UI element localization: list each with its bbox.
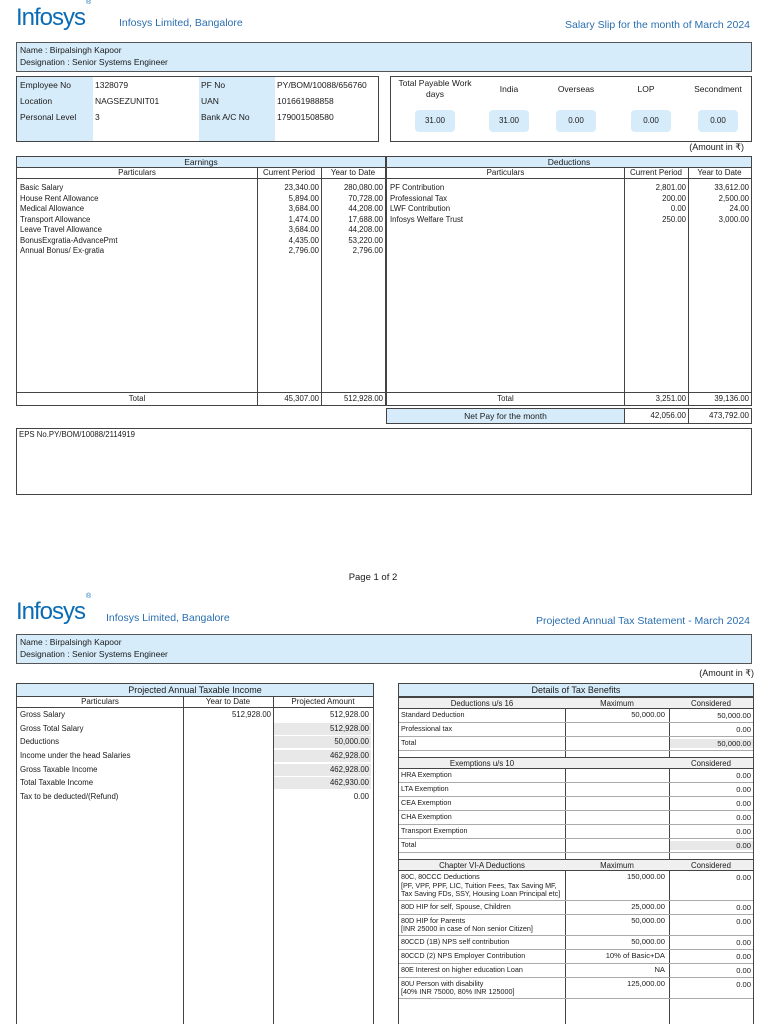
earnings-row-current: 4,435.00	[288, 235, 319, 245]
sec16-row-maximum: 50,000.00	[631, 710, 665, 719]
income-row-projected: 512,928.00	[329, 710, 369, 719]
earnings-row-ytd: 17,688.00	[348, 214, 383, 224]
income-row	[17, 763, 373, 777]
earnings-row-name: Basic Salary	[20, 183, 64, 192]
via-row	[399, 871, 753, 901]
employee-no-label: Employee No	[20, 80, 72, 90]
earnings-row-ytd: 53,220.00	[348, 235, 383, 245]
amount-note: (Amount in ₹)	[689, 142, 744, 152]
earnings-row-name: Leave Travel Allowance	[20, 225, 102, 234]
eps-number: EPS No.PY/BOM/10088/2114919	[19, 430, 136, 439]
employee-name-block	[16, 42, 752, 72]
sec16-row-name: Standard Deduction	[401, 710, 465, 719]
amount-note-page2: (Amount in ₹)	[699, 668, 754, 678]
deductions-row-name: PF Contribution	[390, 183, 445, 192]
earnings-row	[17, 194, 385, 205]
earnings-col-particulars: Particulars	[17, 168, 257, 179]
sec10-row	[399, 797, 753, 811]
total-days-value: 31.00	[415, 110, 455, 132]
sec16-row-considered: 50,000.00	[670, 739, 753, 748]
employee-info-box	[16, 76, 379, 142]
location-value: NAGSEZUNIT01	[95, 96, 160, 106]
via-row-considered: 0.00	[736, 937, 751, 947]
sec16-row-name: Professional tax	[401, 724, 453, 733]
sec10-col-considered: Considered	[691, 759, 731, 768]
earnings-total-ytd: 512,928.00	[343, 394, 383, 403]
sec10-row	[399, 769, 753, 783]
earnings-row-current: 3,684.00	[288, 204, 319, 213]
sec10-row-considered: 0.00	[736, 813, 751, 822]
earnings-row	[17, 204, 385, 215]
deductions-row-name: LWF Contribution	[390, 204, 451, 213]
deductions-row-ytd: 2,500.00	[718, 193, 749, 203]
sec10-row-considered: 0.00	[736, 799, 751, 808]
income-row-ytd	[183, 722, 271, 736]
deductions-col-current: Current Period	[624, 168, 688, 179]
sec10-row	[399, 839, 753, 853]
sec16-row-name: Total	[401, 738, 417, 747]
via-row-maximum: 150,000.00	[626, 872, 665, 881]
deductions-row	[387, 194, 751, 205]
tax-statement-title: Projected Annual Tax Statement - March 2024	[535, 615, 750, 627]
india-label: India	[499, 84, 519, 94]
deductions-row-ytd: 24.00	[729, 204, 749, 213]
via-row-name: 80E Interest on higher education Loan	[401, 964, 523, 974]
via-row-considered: 0.00	[736, 951, 751, 961]
income-row-projected: 462,928.00	[274, 764, 371, 776]
employee-name: Name : Birpalsingh Kapoor	[20, 45, 122, 55]
income-row-name: Gross Taxable Income	[20, 764, 98, 774]
salary-slip-title: Salary Slip for the month of March 2024	[564, 19, 750, 31]
lop-days-value: 0.00	[631, 110, 671, 132]
via-row-considered: 0.00	[736, 916, 751, 926]
employee-designation: Designation : Senior Systems Engineer	[20, 57, 168, 67]
via-row-maximum: 50,000.00	[631, 936, 665, 946]
uan-value: 101661988858	[277, 96, 334, 106]
deductions-total-current: 3,251.00	[655, 394, 686, 403]
bank-account-value: 179001508580	[277, 112, 334, 122]
earnings-row	[17, 225, 385, 236]
earnings-title: Earnings	[17, 157, 385, 168]
deductions-row	[387, 215, 751, 226]
via-row-considered: 0.00	[736, 965, 751, 975]
net-pay-ytd: 473,792.00	[708, 411, 749, 420]
via-col-considered: Considered	[691, 861, 731, 870]
deductions-row-current: 0.00	[670, 204, 686, 213]
via-title: Chapter VI-A Deductions	[439, 861, 525, 870]
earnings-row-ytd: 280,080.00	[343, 183, 383, 192]
total-payable-days-label: Total Payable Work days	[398, 78, 472, 99]
deductions-row-current: 2,801.00	[655, 183, 686, 192]
tax-benefits-table	[398, 683, 754, 1024]
projected-income-title: Projected Annual Taxable Income	[17, 684, 373, 697]
via-col-maximum: Maximum	[600, 861, 634, 870]
income-row-name: Deductions	[20, 737, 60, 747]
earnings-row-ytd: 44,208.00	[348, 204, 383, 213]
income-row-ytd: 512,928.00	[231, 710, 271, 719]
income-row-projected: 462,930.00	[274, 777, 371, 789]
deductions-row-ytd: 3,000.00	[718, 214, 749, 224]
infosys-logo-page2: Infosys®	[16, 593, 91, 625]
via-row-maximum: NA	[654, 964, 665, 974]
earnings-row-ytd: 2,796.00	[352, 246, 383, 255]
income-row	[17, 708, 373, 722]
company-name: Infosys Limited, Bangalore	[119, 17, 243, 29]
sec16-row	[399, 737, 753, 751]
earnings-col-current: Current Period	[257, 168, 321, 179]
personal-level-value: 3	[95, 112, 100, 122]
net-pay-label: Net Pay for the month	[387, 409, 624, 423]
via-row	[399, 936, 753, 950]
earnings-row-current: 23,340.00	[284, 183, 319, 192]
income-row-projected: 50,000.00	[274, 736, 371, 748]
sec16-row	[399, 709, 753, 723]
deductions-title: Deductions	[387, 157, 751, 168]
income-row-ytd	[183, 735, 271, 749]
earnings-row-name: Transport Allowance	[20, 214, 91, 224]
company-name-page2: Infosys Limited, Bangalore	[106, 612, 230, 624]
via-row	[399, 978, 753, 999]
sec10-row-considered: 0.00	[736, 827, 751, 836]
income-row-projected: 462,928.00	[274, 750, 371, 762]
via-row-maximum: 10% of Basic+DA	[605, 950, 665, 960]
via-row	[399, 964, 753, 978]
pf-no-label: PF No	[201, 80, 226, 90]
sec10-row	[399, 825, 753, 839]
sec10-row-name: Transport Exemption	[401, 826, 468, 835]
deductions-row-current: 250.00	[662, 214, 686, 224]
sec10-row-considered: 0.00	[670, 841, 753, 850]
income-col-projected: Projected Amount	[273, 697, 373, 708]
uan-label: UAN	[201, 96, 219, 106]
income-row-ytd	[183, 790, 271, 804]
earnings-row-name: Medical Allowance	[20, 204, 85, 213]
deductions-total-label: Total	[497, 394, 514, 403]
income-row-name: Total Taxable Income	[20, 778, 94, 788]
earnings-row-current: 5,894.00	[288, 193, 319, 203]
via-row-name: 80D HIP for Parents [INR 25000 in case of Non senior Citizen]	[401, 915, 533, 933]
via-row-name: 80C, 80CCC Deductions [PF, VPF, PPF, LIC, Tuition Fees, Tax Saving MF, Tax Saving FDs, SSY, Housing Loan Principal etc]	[401, 872, 561, 898]
employee-no-value: 1328079	[95, 80, 129, 90]
income-row-name: Gross Salary	[20, 710, 66, 719]
via-row-considered: 0.00	[736, 902, 751, 912]
income-row-name: Gross Total Salary	[20, 723, 84, 733]
sec16-header	[399, 697, 753, 709]
income-row-ytd	[183, 749, 271, 763]
via-row-name: 80U Person with disability [40% INR 75000, 80% INR 125000]	[401, 978, 515, 996]
sec10-row-name: HRA Exemption	[401, 770, 452, 779]
secondment-days-value: 0.00	[698, 110, 738, 132]
income-row-ytd	[183, 776, 271, 790]
income-row	[17, 790, 373, 804]
via-row-maximum: 25,000.00	[631, 901, 665, 911]
income-row	[17, 735, 373, 749]
sec10-row	[399, 783, 753, 797]
employee-name-page2: Name : Birpalsingh Kapoor	[20, 637, 122, 647]
employee-name-block-page2	[16, 634, 752, 664]
work-days-box	[390, 76, 752, 142]
income-row-projected: 512,928.00	[274, 723, 371, 735]
infosys-logo: Infosys®	[16, 0, 91, 31]
india-days-value: 31.00	[489, 110, 529, 132]
sec16-col-considered: Considered	[691, 699, 731, 708]
via-row	[399, 901, 753, 915]
sec10-row-considered: 0.00	[736, 785, 751, 794]
deductions-row	[387, 204, 751, 215]
via-row	[399, 950, 753, 964]
deductions-row-ytd: 33,612.00	[714, 183, 749, 192]
earnings-row-ytd: 44,208.00	[348, 225, 383, 234]
deductions-row	[387, 183, 751, 194]
income-row	[17, 749, 373, 763]
deductions-col-particulars: Particulars	[387, 168, 624, 179]
bank-account-label: Bank A/C No	[201, 112, 250, 122]
tax-benefits-title: Details of Tax Benefits	[399, 684, 753, 697]
earnings-row	[17, 183, 385, 194]
page-number: Page 1 of 2	[348, 572, 398, 583]
via-row-considered: 0.00	[736, 979, 751, 989]
lop-label: LOP	[637, 84, 655, 94]
earnings-row	[17, 236, 385, 247]
sec10-row-name: CHA Exemption	[401, 812, 452, 821]
sec16-row-considered: 0.00	[736, 725, 751, 734]
earnings-row	[17, 215, 385, 226]
sec10-row-name: Total	[401, 840, 417, 849]
earnings-total-current: 45,307.00	[284, 394, 319, 403]
earnings-col-ytd: Year to Date	[321, 168, 385, 179]
net-pay-row	[386, 408, 752, 424]
sec10-row-considered: 0.00	[736, 771, 751, 780]
income-row-name: Tax to be deducted/(Refund)	[20, 792, 119, 802]
deductions-col-ytd: Year to Date	[688, 168, 751, 179]
personal-level-label: Personal Level	[20, 112, 77, 122]
sec10-title: Exemptions u/s 10	[449, 759, 515, 768]
earnings-row-current: 3,684.00	[288, 225, 319, 234]
location-label: Location	[20, 96, 53, 106]
employee-designation-page2: Designation : Senior Systems Engineer	[20, 649, 168, 659]
net-pay-current: 42,056.00	[650, 411, 686, 420]
via-row	[399, 915, 753, 936]
overseas-days-value: 0.00	[556, 110, 596, 132]
sec16-title: Deductions u/s 16	[450, 699, 514, 708]
earnings-table	[16, 156, 386, 406]
income-row-ytd	[183, 763, 271, 777]
projected-income-table	[16, 683, 374, 1024]
deductions-row-name: Professional Tax	[390, 193, 448, 203]
earnings-row-name: Annual Bonus/ Ex-gratia	[20, 246, 105, 255]
sec10-header	[399, 757, 753, 769]
eps-box	[16, 428, 752, 495]
sec16-row-considered: 50,000.00	[717, 711, 751, 720]
sec10-row-name: LTA Exemption	[401, 784, 449, 793]
earnings-row-name: House Rent Allowance	[20, 193, 99, 203]
income-row	[17, 776, 373, 790]
earnings-row-current: 2,796.00	[288, 246, 319, 255]
sec16-col-maximum: Maximum	[600, 699, 634, 708]
via-row-maximum: 50,000.00	[631, 915, 665, 925]
income-col-ytd: Year to Date	[183, 697, 273, 708]
deductions-total-ytd: 39,136.00	[714, 394, 749, 403]
via-row-considered: 0.00	[736, 873, 751, 882]
overseas-label: Overseas	[557, 84, 595, 94]
sec10-row-name: CEA Exemption	[401, 798, 452, 807]
earnings-row-name: BonusExgratia-AdvancePmt	[20, 235, 118, 245]
deductions-row-current: 200.00	[662, 193, 686, 203]
earnings-row-ytd: 70,728.00	[348, 193, 383, 203]
income-row	[17, 722, 373, 736]
deductions-row-name: Infosys Welfare Trust	[390, 214, 464, 224]
sec16-row	[399, 723, 753, 737]
via-header	[399, 859, 753, 871]
via-row-name: 80CCD (2) NPS Employer Contribution	[401, 950, 526, 960]
income-col-particulars: Particulars	[17, 697, 183, 708]
earnings-row-current: 1,474.00	[288, 214, 319, 224]
deductions-table	[386, 156, 752, 406]
income-row-projected: 0.00	[353, 792, 369, 802]
via-row-maximum: 125,000.00	[626, 978, 665, 988]
earnings-total-label: Total	[128, 394, 146, 403]
earnings-row	[17, 246, 385, 257]
secondment-label: Secondment	[694, 84, 742, 94]
income-row-name: Income under the head Salaries	[20, 751, 131, 761]
sec10-row	[399, 811, 753, 825]
via-row-name: 80D HIP for self, Spouse, Children	[401, 901, 511, 911]
via-row-name: 80CCD (1B) NPS self contribution	[401, 936, 510, 946]
pf-no-value: PY/BOM/10088/656760	[277, 80, 367, 90]
